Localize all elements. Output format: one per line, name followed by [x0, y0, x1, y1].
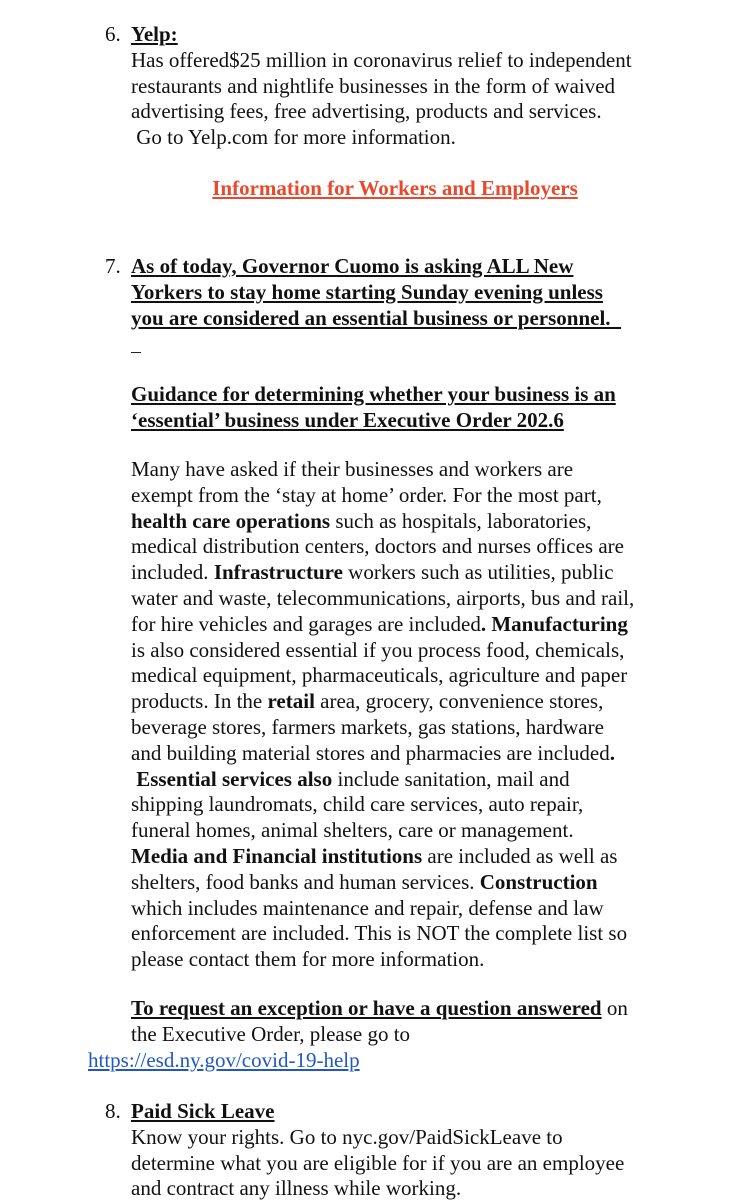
body-line: is also considered essential if you process food, chemicals,: [131, 637, 625, 662]
bold-retail: retail: [267, 689, 315, 714]
exception-request: [131, 996, 671, 1048]
body-line: funeral homes, animal shelters, care or management.: [131, 818, 574, 843]
body-line: beverage stores, farmers markets, gas stations, hardware: [131, 714, 604, 739]
body-line: which includes maintenance and repair, defense and law: [131, 895, 604, 920]
exception-bold-text: To request an exception or have a question answered: [131, 996, 602, 1020]
governor-title-line-2: Yorkers to stay home starting Sunday evening unless: [131, 279, 603, 304]
body-line: please contact them for more information.: [131, 947, 485, 972]
body-line: [131, 767, 671, 793]
body-line: [131, 844, 671, 870]
underline-dash: [131, 352, 141, 353]
bold-period: .: [609, 740, 615, 765]
item-number-7: 7.: [105, 254, 121, 278]
body-text: for hire vehicles and garages are included: [131, 611, 481, 636]
sick-leave-line-1: Know your rights. Go to nyc.gov/PaidSickLeave to: [131, 1124, 563, 1149]
body-text: included.: [131, 560, 214, 585]
body-line: medical distribution centers, doctors and nurses offices are: [131, 534, 624, 559]
body-line: [131, 509, 671, 535]
body-text: workers such as utilities, public: [342, 560, 614, 585]
bold-essential-services: Essential services also: [131, 766, 333, 791]
body-text: on: [601, 996, 628, 1020]
esd-covid-help-link[interactable]: https://esd.ny.gov/covid-19-help: [88, 1048, 360, 1072]
body-text: shelters, food banks and human services.: [131, 869, 480, 894]
body-line: [131, 741, 671, 767]
body-text: such as hospitals, laboratories,: [330, 508, 592, 533]
bold-manufacturing: . Manufacturing: [480, 611, 628, 636]
body-line: [131, 870, 671, 896]
body-text: are included as well as: [422, 843, 618, 868]
yelp-line-2: restaurants and nightlife businesses in the form of waived: [131, 73, 616, 98]
yelp-line-4: Go to Yelp.com for more information.: [131, 125, 456, 150]
exception-line-2: the Executive Order, please go to: [131, 1021, 411, 1046]
bold-construction: Construction: [479, 869, 598, 894]
item-yelp: [131, 22, 671, 151]
item-sick-leave: [131, 1099, 671, 1202]
bold-health-care: health care operations: [131, 508, 331, 533]
body-line: [131, 612, 671, 638]
body-text: include sanitation, mail and: [332, 766, 570, 791]
body-text: and building material stores and pharmacies are included: [131, 740, 610, 765]
yelp-title: Yelp:: [131, 22, 178, 46]
yelp-line-3: advertising fees, free advertising, products and services.: [131, 99, 602, 124]
sick-leave-line-3: and contract any illness while working.: [131, 1176, 462, 1201]
body-line: water and waste, telecommunications, airports, bus and rail,: [131, 585, 635, 610]
body-line: enforcement are included. This is NOT the complete list so: [131, 921, 628, 946]
sick-leave-line-2: determine what you are eligible for if you are an employee: [131, 1150, 625, 1175]
body-line: exempt from the ‘stay at home’ order. For the most part,: [131, 482, 602, 507]
essential-business-body: [131, 457, 671, 973]
item-number-6: 6.: [105, 22, 121, 46]
body-line: [131, 560, 671, 586]
guidance-heading: [131, 382, 671, 434]
body-text: products. In the: [131, 689, 268, 714]
item-governor-title: [131, 254, 671, 331]
bold-infrastructure: Infrastructure: [213, 560, 343, 585]
section-heading-workers-employers: Information for Workers and Employers: [212, 176, 578, 200]
exception-line-1: [131, 996, 671, 1022]
bold-media-financial: Media and Financial institutions: [131, 843, 423, 868]
sick-leave-title: Paid Sick Leave: [131, 1099, 275, 1123]
body-line: [131, 689, 671, 715]
governor-title-line-1: As of today, Governor Cuomo is asking ALL New: [131, 254, 574, 278]
body-line: medical equipment, pharmaceuticals, agriculture and paper: [131, 663, 628, 688]
guidance-heading-line-2: ‘essential’ business under Executive Order 202.6: [131, 407, 564, 432]
yelp-line-1: Has offered$25 million in coronavirus relief to independent: [131, 47, 632, 72]
body-line: shipping laundromats, child care services, auto repair,: [131, 792, 584, 817]
item-number-8: 8.: [105, 1099, 121, 1123]
body-line: Many have asked if their businesses and workers are: [131, 457, 574, 481]
body-text: area, grocery, convenience stores,: [314, 689, 604, 714]
guidance-heading-line-1: Guidance for determining whether your business is an: [131, 382, 616, 406]
governor-title-line-3: you are considered an essential business or personnel.: [131, 305, 622, 330]
